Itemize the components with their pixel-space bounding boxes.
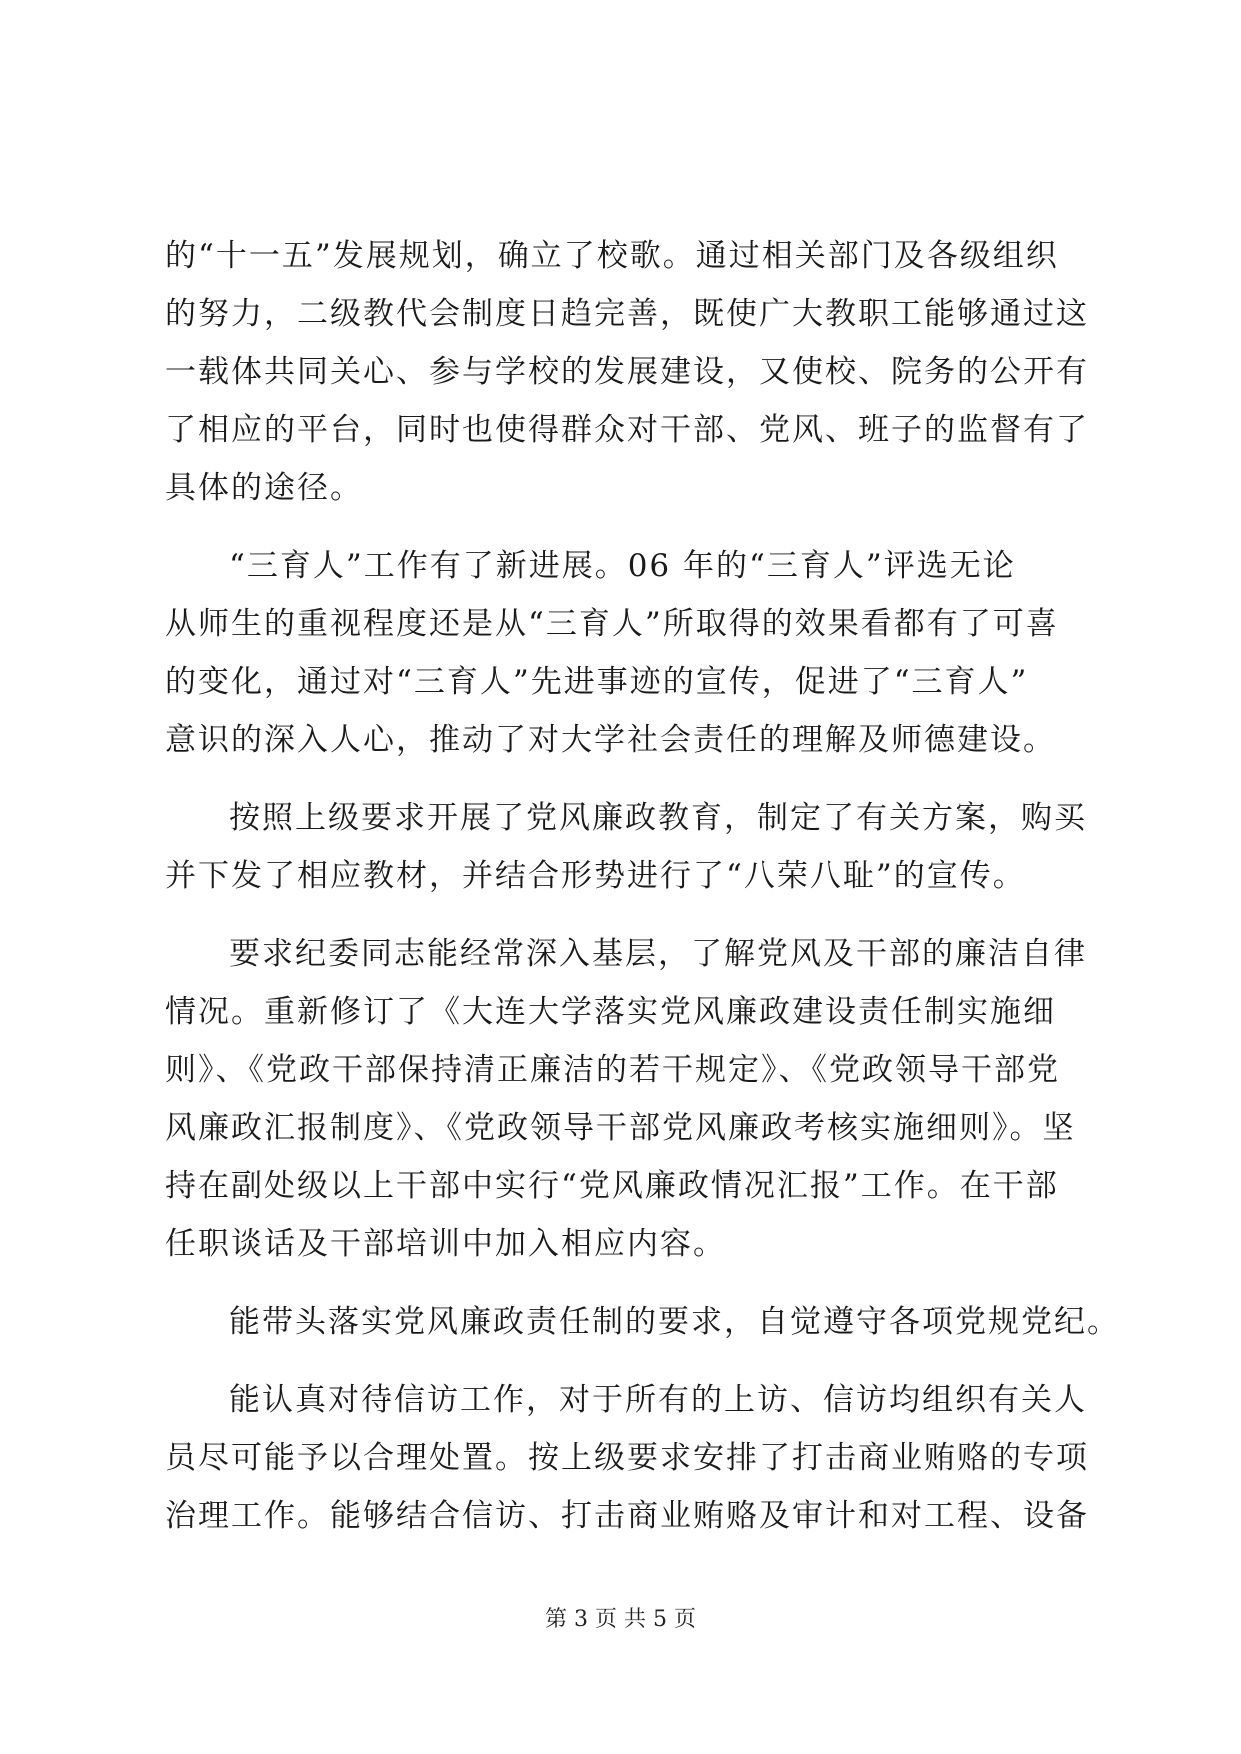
text-line: 并下发了相应教材，并结合形势进行了“八荣八耻”的宣传。 bbox=[165, 858, 1026, 894]
text-line: 了相应的平台，同时也使得群众对干部、党风、班子的监督有了 bbox=[165, 412, 1089, 448]
paragraph bbox=[165, 227, 1095, 517]
text-line: “三育人”工作有了新进展。06 年的“三育人”评选无论 bbox=[229, 548, 1016, 584]
text-line: 的变化，通过对“三育人”先进事迹的宣传，促进了“三育人” bbox=[165, 664, 1029, 700]
paragraph bbox=[165, 537, 1095, 769]
text-line: 从师生的重视程度还是从“三育人”所取得的效果看都有了可喜 bbox=[165, 606, 1059, 642]
text-line: 员尽可能予以合理处置。按上级要求安排了打击商业贿赂的专项 bbox=[165, 1440, 1089, 1476]
text-line: 能带头落实党风廉政责任制的要求，自觉遵守各项党规党纪。 bbox=[229, 1304, 1120, 1340]
text-line: 能认真对待信访工作，对于所有的上访、信访均组织有关人 bbox=[229, 1382, 1087, 1418]
text-line: 任职谈话及干部培训中加入相应内容。 bbox=[165, 1226, 726, 1262]
paragraph bbox=[165, 1293, 1120, 1351]
document-body bbox=[165, 227, 1120, 1565]
text-line: 的努力，二级教代会制度日趋完善，既使广大教职工能够通过这 bbox=[165, 296, 1089, 332]
paragraph bbox=[165, 925, 1095, 1273]
text-line: 按照上级要求开展了党风廉政教育，制定了有关方案，购买 bbox=[229, 800, 1087, 836]
text-line: 的“十一五”发展规划，确立了校歌。通过相关部门及各级组织 bbox=[165, 238, 1059, 274]
paragraph bbox=[165, 1371, 1095, 1545]
text-line: 风廉政汇报制度》、《党政领导干部党风廉政考核实施细则》。坚 bbox=[165, 1110, 1076, 1146]
text-line: 具体的途径。 bbox=[165, 470, 363, 506]
text-line: 要求纪委同志能经常深入基层，了解党风及干部的廉洁自律 bbox=[229, 936, 1087, 972]
text-line: 持在副处级以上干部中实行“党风廉政情况汇报”工作。在干部 bbox=[165, 1168, 1059, 1204]
text-line: 情况。重新修订了《大连大学落实党风廉政建设责任制实施细 bbox=[165, 994, 1056, 1030]
text-line: 则》、《党政干部保持清正廉洁的若干规定》、《党政领导干部党 bbox=[165, 1052, 1060, 1088]
text-line: 意识的深入人心，推动了对大学社会责任的理解及师德建设。 bbox=[165, 722, 1056, 758]
paragraph bbox=[165, 789, 1095, 905]
text-line: 治理工作。能够结合信访、打击商业贿赂及审计和对工程、设备 bbox=[165, 1498, 1089, 1534]
text-line: 一载体共同关心、参与学校的发展建设，又使校、院务的公开有 bbox=[165, 354, 1089, 390]
page-number-footer: 第 3 页 共 5 页 bbox=[545, 1607, 696, 1632]
